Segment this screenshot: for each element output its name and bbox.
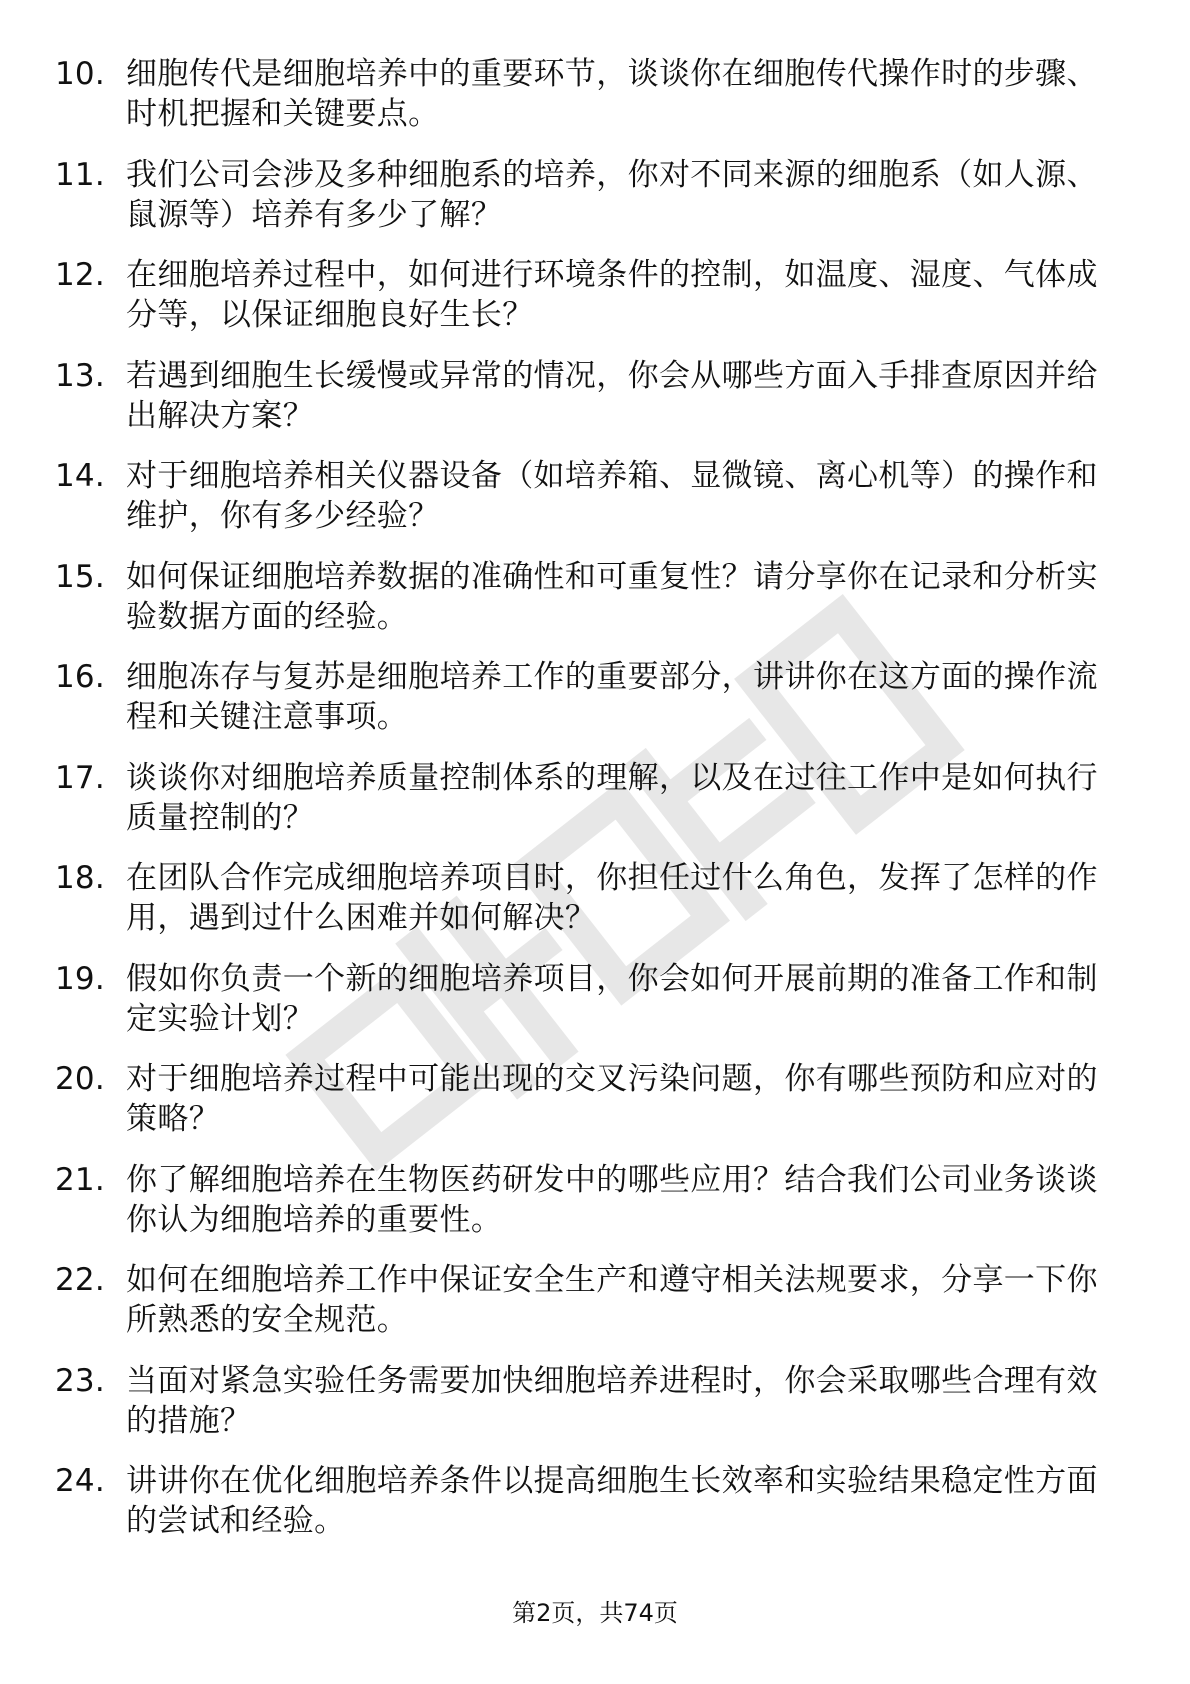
- question-text: 在细胞培养过程中，如何进行环境条件的控制，如温度、湿度、气体成分等，以保证细胞良好生长？: [126, 257, 1098, 333]
- question-number: 18.: [55, 860, 105, 896]
- question-number: 22.: [55, 1262, 105, 1298]
- question-text: 若遇到细胞生长缓慢或异常的情况，你会从哪些方面入手排查原因并给出解决方案？: [126, 357, 1098, 434]
- question-number: 12.: [55, 257, 105, 293]
- question-item: [55, 1361, 1115, 1441]
- question-text: 假如你负责一个新的细胞培养项目，你会如何开展前期的准备工作和制定实验计划？: [126, 960, 1098, 1037]
- question-item: [55, 959, 1115, 1039]
- question-text: 讲讲你在优化细胞培养条件以提高细胞生长效率和实验结果稳定性方面的尝试和经验。: [126, 1463, 1098, 1539]
- question-item: [55, 758, 1115, 838]
- question-number: 23.: [55, 1362, 105, 1399]
- question-item: [55, 255, 1115, 335]
- question-item: [55, 155, 1115, 235]
- question-item: [55, 557, 1115, 637]
- question-text: 对于细胞培养过程中可能出现的交叉污染问题，你有哪些预防和应对的策略？: [126, 1061, 1098, 1137]
- question-number: 15.: [55, 558, 105, 595]
- question-number: 24.: [55, 1463, 105, 1499]
- question-item: [55, 1260, 1115, 1340]
- question-item: [55, 657, 1115, 737]
- question-text: 如何在细胞培养工作中保证安全生产和遵守相关法规要求，分享一下你所熟悉的安全规范。: [126, 1262, 1098, 1338]
- question-number: 17.: [55, 759, 105, 796]
- question-number: 19.: [55, 960, 105, 997]
- question-list: [55, 54, 1115, 1562]
- question-text: 如何保证细胞培养数据的准确性和可重复性？请分享你在记录和分析实验数据方面的经验。: [126, 558, 1098, 635]
- question-text: 谈谈你对细胞培养质量控制体系的理解，以及在过往工作中是如何执行质量控制的？: [126, 759, 1098, 836]
- question-text: 你了解细胞培养在生物医药研发中的哪些应用？结合我们公司业务谈谈你认为细胞培养的重要性。: [126, 1161, 1098, 1238]
- question-number: 13.: [55, 357, 105, 394]
- question-text: 在团队合作完成细胞培养项目时，你担任过什么角色，发挥了怎样的作用，遇到过什么困难并如何解决？: [126, 860, 1098, 936]
- question-item: [55, 456, 1115, 536]
- question-number: 10.: [55, 56, 105, 92]
- page-number-label: 第2页，共74页: [512, 1599, 678, 1627]
- question-item: [55, 858, 1115, 938]
- question-number: 21.: [55, 1161, 105, 1198]
- question-item: [55, 1461, 1115, 1541]
- question-item: [55, 54, 1115, 134]
- question-item: [55, 1059, 1115, 1139]
- question-text: 细胞冻存与复苏是细胞培养工作的重要部分，讲讲你在这方面的操作流程和关键注意事项。: [126, 659, 1098, 735]
- question-text: 对于细胞培养相关仪器设备（如培养箱、显微镜、离心机等）的操作和维护，你有多少经验？: [126, 458, 1098, 534]
- question-item: [55, 356, 1115, 436]
- question-number: 20.: [55, 1061, 105, 1097]
- question-number: 16.: [55, 659, 105, 695]
- question-text: 细胞传代是细胞培养中的重要环节，谈谈你在细胞传代操作时的步骤、时机把握和关键要点。: [126, 56, 1098, 132]
- page-footer: [0, 1598, 1190, 1628]
- question-number: 11.: [55, 156, 105, 193]
- question-text: 当面对紧急实验任务需要加快细胞培养进程时，你会采取哪些合理有效的措施？: [126, 1362, 1098, 1439]
- question-item: [55, 1160, 1115, 1240]
- question-number: 14.: [55, 458, 105, 494]
- question-text: 我们公司会涉及多种细胞系的培养，你对不同来源的细胞系（如人源、鼠源等）培养有多少了解？: [126, 156, 1098, 233]
